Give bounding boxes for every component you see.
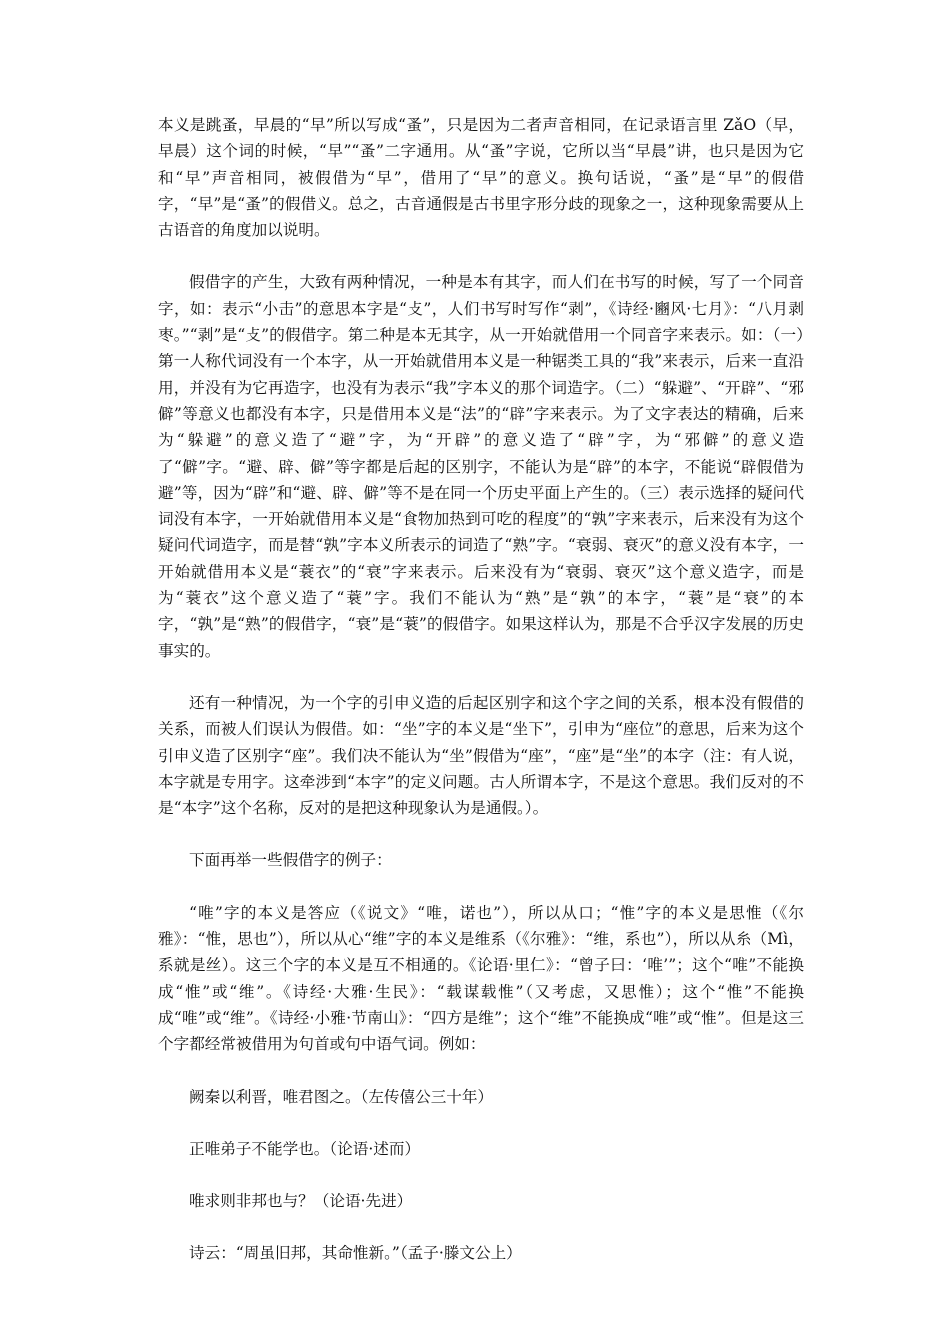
quote-mengzi: 诗云：“周虽旧邦，其命惟新。”（孟子·滕文公上） bbox=[189, 1244, 522, 1263]
quote-zuozhuan: 阙秦以利晋，唯君图之。（左传僖公三十年） bbox=[189, 1087, 494, 1106]
document-body bbox=[158, 112, 804, 1293]
paragraph-wei-examples: “唯”字的本义是答应（《说文》“唯，诺也”），所以从口；“惟”字的本义是思惟（《尔雅》：“惟，思也”），所以从心“维”字的本义是维系（《尔雅》：“维，系也”），所以从糸（Mì，系就是丝）。这三个字的本义是互不相通的。《论语·里仁》：“曾子曰：‘唯’”；这个“唯”不能换成“惟”或“维”。《诗经·大雅·生民》：“载谋载惟”（又考虑，又思惟）；这个“惟”不能换成“唯”或“维”。《诗经·小雅·节南山》：“四方是维”；这个“维”不能换成“唯”或“惟”。但是这三个字都经常被借用为句首或句中语气词。例如： bbox=[158, 903, 804, 1054]
quote-lunyu-shuer: 正唯弟子不能学也。（论语·述而） bbox=[189, 1139, 421, 1158]
paragraph-examples-intro: 下面再举一些假借字的例子： bbox=[189, 851, 392, 870]
paragraph-jiajie-origin: 假借字的产生，大致有两种情况，一种是本有其字，而人们在书写的时候，写了一个同音字，如：表示“小击”的意思本字是“攴”，人们书写时写作“剥”，《诗经·豳风·七月》：“八月剥枣。”“剥”是“攴”的假借字。第二种是本无其字，从一开始就借用一个同音字来表示。如：（一）第一人称代词没有一个本字，从一开始就借用本义是一种锯类工具的“我”来表示，后来一直沿用，并没有为它再造字，也没有为表示“我”字本义的那个词造字。（二）“躲避”、“开辟”、“邪僻”等意义也都没有本字，只是借用本义是“法”的“辟”字来表示。为了文字表达的精确，后来为“躲避”的意义造了“避”字，为“开辟”的意义造了“辟”字，为“邪僻”的意义造了“僻”字。“避、辟、僻”等字都是后起的区别字，不能认为是“辟”的本字，不能说“辟假借为避”等，因为“辟”和“避、辟、僻”等不是在同一个历史平面上产生的。（三）表示选择的疑问代词没有本字，一开始就借用本义是“食物加热到可吃的程度”的“孰”字来表示，后来没有为这个疑问代词造字，而是替“孰”字本义所表示的词造了“熟”字。“衰弱、衰灭”的意义没有本字，一开始就借用本义是“蓑衣”的“衰”字来表示。后来没有为“衰弱、衰灭”这个意义造字，而是为“蓑衣”这个意义造了“蓑”字。我们不能认为“熟”是“孰”的本字，“蓑”是“衰”的本字，“孰”是“熟”的假借字，“衰”是“蓑”的假借字。如果这样认为，那是不合乎汉字发展的历史事实的。 bbox=[158, 273, 804, 660]
quote-lunyu-xianjin: 唯求则非邦也与？（论语·先进） bbox=[189, 1192, 413, 1211]
paragraph-yinshen-quzi: 还有一种情况，为一个字的引申义造的后起区别字和这个字之间的关系，根本没有假借的关系，而被人们误认为假借。如：“坐”字的本义是“坐下”，引申为“座位”的意思，后来为这个引申义造了区别字“座”。我们决不能认为“坐”假借为“座”，“座”是“坐”的本字（注：有人说，本字就是专用字。这牵涉到“本字”的定义问题。古人所谓本字，不是这个意思。我们反对的不是“本字”这个名称，反对的是把这种现象认为是通假。）。 bbox=[158, 693, 804, 818]
paragraph-zao-zao: 本义是跳蚤，早晨的“早”所以写成“蚤”，只是因为二者声音相同，在记录语言里 ZǎO（早，早晨）这个词的时候，“早”“蚤”二字通用。从“蚤”字说，它所以当“早晨”讲，也只是因为它和“早”声音相同，被假借为“早”，借用了“早”的意义。换句话说，“蚤”是“早”的假借字，“早”是“蚤”的假借义。总之，古音通假是古书里字形分歧的现象之一，这种现象需要从上古语音的角度加以说明。 bbox=[158, 116, 804, 240]
